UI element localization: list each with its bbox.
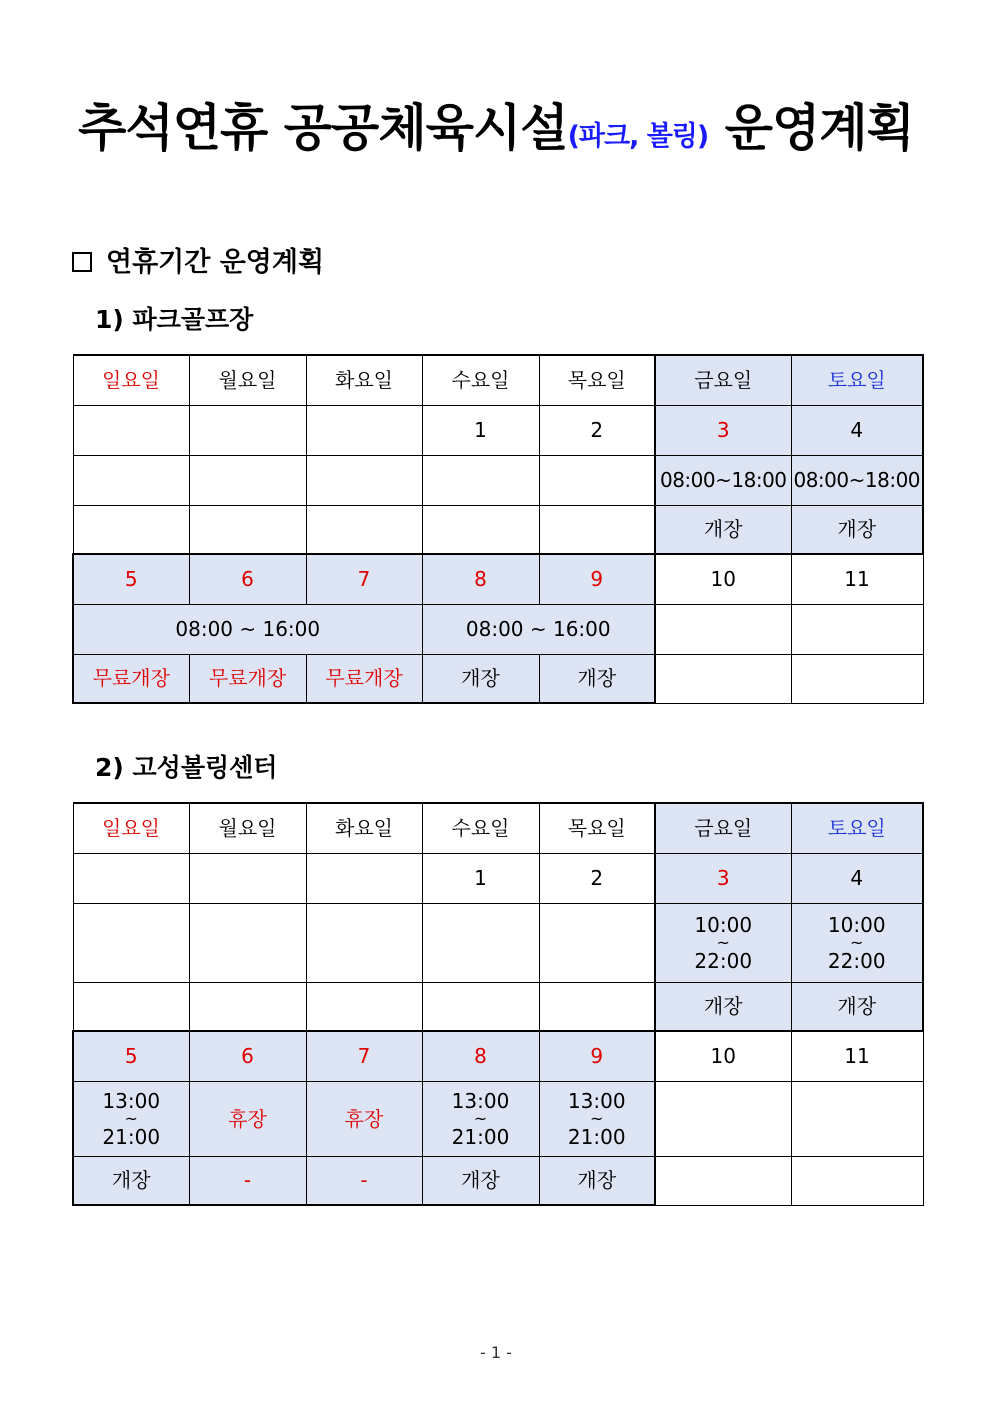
status-cell: 개장 [791, 982, 923, 1031]
bowling-center-schedule-table [72, 802, 924, 1206]
table-row [73, 405, 923, 455]
close-time: 22:00 [694, 948, 753, 973]
day-header-sat: 토요일 [791, 355, 923, 405]
tilde-separator: ~ [590, 1108, 604, 1128]
section-heading [72, 243, 324, 283]
date-cell: 8 [422, 554, 539, 604]
empty-cell [306, 982, 422, 1031]
date-cell [189, 853, 306, 903]
date-cell: 1 [422, 853, 539, 903]
status-cell: 개장 [422, 654, 539, 703]
empty-cell [655, 1156, 791, 1205]
status-cell: 개장 [655, 505, 791, 554]
empty-cell [539, 455, 655, 505]
table-header-row [73, 803, 923, 853]
empty-cell [655, 654, 791, 703]
hours-cell [539, 1081, 655, 1156]
status-cell: 개장 [655, 982, 791, 1031]
date-cell: 9 [539, 1031, 655, 1081]
day-header-wed: 수요일 [422, 355, 539, 405]
date-cell: 5 [73, 554, 189, 604]
empty-cell [306, 505, 422, 554]
empty-cell [73, 455, 189, 505]
hours-cell [422, 1081, 539, 1156]
date-cell [189, 405, 306, 455]
hours-cell: 08:00 ~ 16:00 [422, 604, 655, 654]
day-header-mon: 월요일 [189, 803, 306, 853]
table-row [73, 853, 923, 903]
date-cell: 6 [189, 554, 306, 604]
day-header-sun: 일요일 [73, 803, 189, 853]
empty-cell [189, 455, 306, 505]
tilde-separator: ~ [473, 1108, 488, 1128]
open-time: 10:00 [827, 912, 886, 937]
date-cell: 7 [306, 1031, 422, 1081]
open-time: 13:00 [451, 1088, 510, 1113]
date-cell: 6 [189, 1031, 306, 1081]
status-cell: 개장 [73, 1156, 189, 1205]
day-header-tue: 화요일 [306, 803, 422, 853]
status-cell: 무료개장 [189, 654, 306, 703]
date-cell: 11 [791, 1031, 923, 1081]
empty-cell [73, 982, 189, 1031]
table-header-row [73, 355, 923, 405]
open-time: 13:00 [567, 1088, 626, 1113]
day-header-thu: 목요일 [539, 355, 655, 405]
page-title [0, 88, 992, 177]
tilde-separator: ~ [850, 932, 864, 952]
table-row [73, 654, 923, 703]
date-cell: 1 [422, 405, 539, 455]
date-cell [73, 405, 189, 455]
status-cell: 개장 [539, 654, 655, 703]
status-cell: 개장 [791, 505, 923, 554]
status-cell: 개장 [422, 1156, 539, 1205]
close-time: 21:00 [567, 1124, 626, 1149]
date-cell: 8 [422, 1031, 539, 1081]
empty-cell [791, 1081, 923, 1156]
checkbox-square-icon [72, 252, 92, 272]
bowling-center-heading: 2) 고성볼링센터 [95, 753, 278, 782]
empty-cell [189, 505, 306, 554]
section-label: 연휴기간 운영계획 [106, 247, 325, 278]
date-cell [306, 853, 422, 903]
empty-cell [306, 455, 422, 505]
date-cell: 11 [791, 554, 923, 604]
status-cell: 개장 [539, 1156, 655, 1205]
empty-cell [73, 903, 189, 982]
table-row [73, 604, 923, 654]
empty-cell [73, 505, 189, 554]
date-cell: 4 [791, 405, 923, 455]
date-cell: 3 [655, 853, 791, 903]
table-row [73, 505, 923, 554]
date-cell: 5 [73, 1031, 189, 1081]
empty-cell [422, 505, 539, 554]
date-cell: 2 [539, 853, 655, 903]
date-cell: 2 [539, 405, 655, 455]
day-header-mon: 월요일 [189, 355, 306, 405]
hours-cell [791, 903, 923, 982]
status-cell: - [189, 1156, 306, 1205]
page-number: - 1 - [480, 1343, 512, 1362]
empty-cell [655, 1081, 791, 1156]
status-cell: 무료개장 [73, 654, 189, 703]
closed-cell: 휴장 [189, 1081, 306, 1156]
table-row [73, 554, 923, 604]
open-time: 10:00 [694, 912, 753, 937]
empty-cell [189, 903, 306, 982]
status-cell: 무료개장 [306, 654, 422, 703]
day-header-wed: 수요일 [422, 803, 539, 853]
day-header-thu: 목요일 [539, 803, 655, 853]
table-row [73, 903, 923, 982]
date-cell: 9 [539, 554, 655, 604]
close-time: 21:00 [451, 1124, 510, 1149]
date-cell: 10 [655, 554, 791, 604]
table-row [73, 1031, 923, 1081]
hours-cell: 08:00~18:00 [655, 455, 791, 505]
empty-cell [791, 1156, 923, 1205]
hours-cell [655, 903, 791, 982]
date-cell: 7 [306, 554, 422, 604]
empty-cell [791, 604, 923, 654]
empty-cell [422, 455, 539, 505]
day-header-fri: 금요일 [655, 355, 791, 405]
day-header-sun: 일요일 [73, 355, 189, 405]
hours-cell [73, 1081, 189, 1156]
tilde-separator: ~ [124, 1108, 138, 1128]
table-row [73, 1156, 923, 1205]
close-time: 22:00 [827, 948, 886, 973]
open-time: 13:00 [102, 1088, 161, 1113]
empty-cell [422, 982, 539, 1031]
park-golf-schedule-table [72, 354, 924, 704]
table-row [73, 982, 923, 1031]
title-subtitle: (파크, 볼링) [567, 121, 709, 152]
day-header-tue: 화요일 [306, 355, 422, 405]
day-header-fri: 금요일 [655, 803, 791, 853]
close-time: 21:00 [102, 1124, 161, 1149]
empty-cell [189, 982, 306, 1031]
status-cell: - [306, 1156, 422, 1205]
date-cell: 4 [791, 853, 923, 903]
park-golf-heading: 1) 파크골프장 [95, 305, 254, 334]
table-row [73, 455, 923, 505]
day-header-sat: 토요일 [791, 803, 923, 853]
empty-cell [655, 604, 791, 654]
title-main-end: 운영계획 [708, 99, 914, 157]
empty-cell [539, 505, 655, 554]
empty-cell [791, 654, 923, 703]
date-cell: 3 [655, 405, 791, 455]
empty-cell [539, 982, 655, 1031]
empty-cell [306, 903, 422, 982]
hours-cell: 08:00 ~ 16:00 [73, 604, 422, 654]
date-cell [73, 853, 189, 903]
date-cell: 10 [655, 1031, 791, 1081]
table-row [73, 1081, 923, 1156]
hours-cell: 08:00~18:00 [791, 455, 923, 505]
date-cell [306, 405, 422, 455]
empty-cell [539, 903, 655, 982]
tilde-separator: ~ [716, 932, 730, 952]
title-main: 추석연휴 공공체육시설 [78, 99, 568, 157]
closed-cell: 휴장 [306, 1081, 422, 1156]
empty-cell [422, 903, 539, 982]
